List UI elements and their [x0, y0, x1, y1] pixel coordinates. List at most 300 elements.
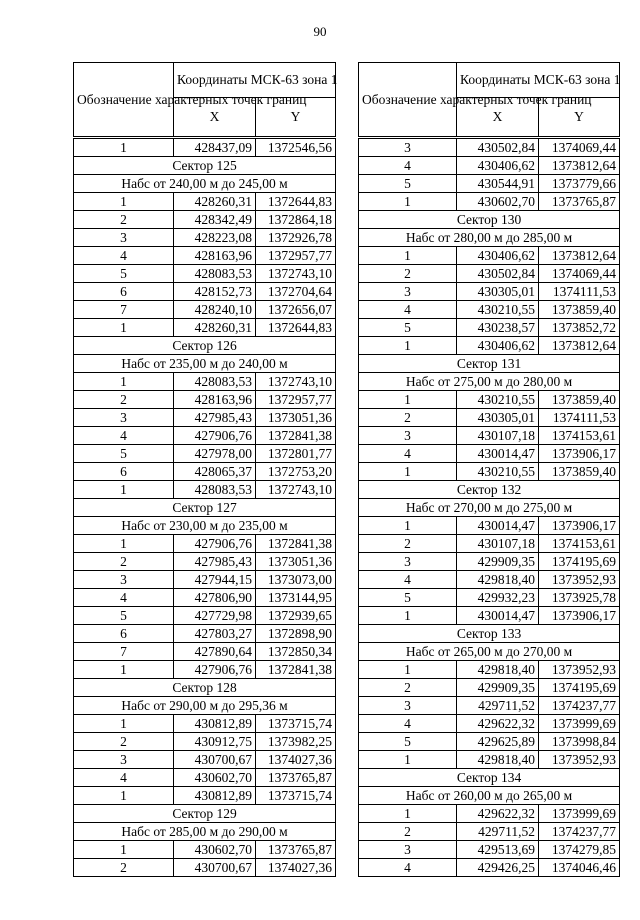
y-coordinate: 1373906,17 [539, 517, 620, 535]
point-number: 6 [74, 463, 174, 481]
point-number: 4 [359, 445, 457, 463]
y-coordinate: 1373144,95 [256, 589, 336, 607]
table-row [74, 481, 336, 499]
section-row [359, 625, 620, 643]
y-coordinate: 1374069,44 [539, 265, 620, 283]
table-row [359, 301, 620, 319]
y-coordinate: 1373859,40 [539, 463, 620, 481]
point-number: 4 [74, 427, 174, 445]
table-row [359, 715, 620, 733]
y-coordinate: 1373999,69 [539, 715, 620, 733]
table-row [359, 427, 620, 445]
table-row [74, 625, 336, 643]
point-number: 3 [74, 571, 174, 589]
table-row [74, 373, 336, 391]
point-number: 1 [74, 138, 174, 157]
x-coordinate: 427906,76 [174, 661, 256, 679]
y-coordinate: 1373952,93 [539, 751, 620, 769]
section-label: Набс от 240,00 м до 245,00 м [74, 175, 336, 193]
table-row [359, 733, 620, 751]
table-row [74, 138, 336, 157]
section-label: Сектор 129 [74, 805, 336, 823]
designation-header: Обозначение характерных точек границ [74, 63, 174, 138]
point-number: 2 [74, 733, 174, 751]
point-number: 3 [359, 697, 457, 715]
y-coordinate: 1373859,40 [539, 391, 620, 409]
table-row [359, 283, 620, 301]
table-row [359, 751, 620, 769]
section-row [74, 175, 336, 193]
table-row [359, 463, 620, 481]
x-coordinate: 430305,01 [457, 283, 539, 301]
y-coordinate: 1372743,10 [256, 481, 336, 499]
y-coordinate: 1374069,44 [539, 138, 620, 157]
y-coordinate: 1373765,87 [256, 769, 336, 787]
point-number: 2 [74, 211, 174, 229]
table-row [74, 229, 336, 247]
x-coordinate: 427806,90 [174, 589, 256, 607]
table-row [74, 445, 336, 463]
x-coordinate: 429426,25 [457, 859, 539, 877]
y-coordinate: 1372801,77 [256, 445, 336, 463]
table-row [74, 283, 336, 301]
section-label: Сектор 125 [74, 157, 336, 175]
point-number: 4 [74, 247, 174, 265]
table-row [359, 391, 620, 409]
table-row [359, 445, 620, 463]
x-coordinate: 428163,96 [174, 247, 256, 265]
table-row [74, 463, 336, 481]
table-row [74, 643, 336, 661]
x-coordinate: 430602,70 [174, 769, 256, 787]
y-coordinate: 1373779,66 [539, 175, 620, 193]
x-coordinate: 427985,43 [174, 553, 256, 571]
x-coordinate: 427906,76 [174, 427, 256, 445]
table-row [359, 571, 620, 589]
x-coordinate: 430406,62 [457, 337, 539, 355]
point-number: 6 [74, 283, 174, 301]
point-number: 1 [359, 805, 457, 823]
table-body-left [74, 138, 336, 877]
x-coordinate: 428437,09 [174, 138, 256, 157]
table-row [74, 769, 336, 787]
table-row [359, 661, 620, 679]
section-label: Сектор 130 [359, 211, 620, 229]
x-coordinate: 430602,70 [457, 193, 539, 211]
section-row [74, 517, 336, 535]
x-coordinate: 429818,40 [457, 751, 539, 769]
x-coordinate: 430305,01 [457, 409, 539, 427]
y-coordinate: 1372841,38 [256, 535, 336, 553]
x-coordinate: 427729,98 [174, 607, 256, 625]
point-number: 3 [74, 409, 174, 427]
y-coordinate: 1372898,90 [256, 625, 336, 643]
y-coordinate: 1373073,00 [256, 571, 336, 589]
table-row [74, 841, 336, 859]
y-coordinate: 1372656,07 [256, 301, 336, 319]
x-header: X [457, 98, 539, 138]
x-coordinate: 428240,10 [174, 301, 256, 319]
y-coordinate: 1373812,64 [539, 157, 620, 175]
table-row [74, 733, 336, 751]
y-coordinate: 1372743,10 [256, 373, 336, 391]
table-row [74, 571, 336, 589]
y-coordinate: 1372841,38 [256, 427, 336, 445]
x-coordinate: 430210,55 [457, 301, 539, 319]
point-number: 3 [359, 283, 457, 301]
point-number: 7 [74, 301, 174, 319]
y-coordinate: 1374279,85 [539, 841, 620, 859]
section-row [74, 697, 336, 715]
y-coordinate: 1372850,34 [256, 643, 336, 661]
x-coordinate: 430502,84 [457, 138, 539, 157]
y-coordinate: 1373715,74 [256, 787, 336, 805]
point-number: 5 [74, 265, 174, 283]
section-label: Набс от 230,00 м до 235,00 м [74, 517, 336, 535]
table-row [74, 391, 336, 409]
point-number: 4 [359, 859, 457, 877]
x-coordinate: 430014,47 [457, 517, 539, 535]
x-header: X [174, 98, 256, 138]
x-coordinate: 428083,53 [174, 481, 256, 499]
table-row [359, 517, 620, 535]
table-row [74, 661, 336, 679]
x-coordinate: 429711,52 [457, 823, 539, 841]
point-number: 1 [74, 481, 174, 499]
x-coordinate: 428260,31 [174, 193, 256, 211]
y-coordinate: 1373051,36 [256, 553, 336, 571]
section-label: Набс от 270,00 м до 275,00 м [359, 499, 620, 517]
table-row [359, 535, 620, 553]
y-coordinate: 1372864,18 [256, 211, 336, 229]
table-row [359, 679, 620, 697]
x-coordinate: 428152,73 [174, 283, 256, 301]
y-coordinate: 1372753,20 [256, 463, 336, 481]
y-coordinate: 1374153,61 [539, 535, 620, 553]
point-number: 1 [74, 319, 174, 337]
section-row [359, 499, 620, 517]
table-row [74, 751, 336, 769]
x-coordinate: 428083,53 [174, 265, 256, 283]
table-row [359, 337, 620, 355]
point-number: 4 [359, 715, 457, 733]
section-row [359, 355, 620, 373]
point-number: 5 [359, 319, 457, 337]
y-coordinate: 1373998,84 [539, 733, 620, 751]
point-number: 1 [74, 193, 174, 211]
y-coordinate: 1374111,53 [539, 283, 620, 301]
point-number: 4 [359, 301, 457, 319]
page-number: 90 [313, 24, 327, 39]
point-number: 2 [74, 859, 174, 877]
point-number: 1 [74, 715, 174, 733]
x-coordinate: 427978,00 [174, 445, 256, 463]
point-number: 1 [359, 517, 457, 535]
section-row [74, 337, 336, 355]
table-row [359, 138, 620, 157]
table-row [359, 265, 620, 283]
point-number: 1 [74, 841, 174, 859]
point-number: 4 [359, 157, 457, 175]
table-row [359, 193, 620, 211]
table-row [359, 823, 620, 841]
x-coordinate: 429909,35 [457, 679, 539, 697]
x-coordinate: 430812,89 [174, 715, 256, 733]
x-coordinate: 429711,52 [457, 697, 539, 715]
point-number: 1 [359, 247, 457, 265]
point-number: 3 [74, 229, 174, 247]
section-row [359, 481, 620, 499]
point-number: 6 [74, 625, 174, 643]
table-row [74, 265, 336, 283]
section-row [74, 499, 336, 517]
y-coordinate: 1374237,77 [539, 697, 620, 715]
section-row [359, 211, 620, 229]
x-coordinate: 429622,32 [457, 715, 539, 733]
x-coordinate: 427803,27 [174, 625, 256, 643]
y-coordinate: 1372939,65 [256, 607, 336, 625]
x-coordinate: 428342,49 [174, 211, 256, 229]
y-coordinate: 1374027,36 [256, 859, 336, 877]
table-row [74, 553, 336, 571]
point-number: 1 [74, 661, 174, 679]
y-coordinate: 1373952,93 [539, 661, 620, 679]
point-number: 5 [359, 175, 457, 193]
point-number: 5 [359, 733, 457, 751]
y-coordinate: 1372957,77 [256, 247, 336, 265]
section-row [74, 823, 336, 841]
y-coordinate: 1373952,93 [539, 571, 620, 589]
point-number: 2 [359, 679, 457, 697]
table-row [74, 193, 336, 211]
point-number: 5 [74, 445, 174, 463]
section-label: Сектор 131 [359, 355, 620, 373]
section-row [359, 643, 620, 661]
y-coordinate: 1374195,69 [539, 679, 620, 697]
y-coordinate: 1372841,38 [256, 661, 336, 679]
y-coordinate: 1372546,56 [256, 138, 336, 157]
x-coordinate: 430210,55 [457, 463, 539, 481]
point-number: 2 [359, 409, 457, 427]
y-coordinate: 1372644,83 [256, 193, 336, 211]
x-coordinate: 430238,57 [457, 319, 539, 337]
table-body-right [359, 138, 620, 877]
point-number: 1 [359, 751, 457, 769]
table-row [359, 553, 620, 571]
section-row [359, 229, 620, 247]
x-coordinate: 429622,32 [457, 805, 539, 823]
table-row [359, 175, 620, 193]
section-label: Сектор 126 [74, 337, 336, 355]
table-row [74, 715, 336, 733]
point-number: 1 [359, 661, 457, 679]
table-row [74, 607, 336, 625]
y-coordinate: 1374237,77 [539, 823, 620, 841]
x-coordinate: 427985,43 [174, 409, 256, 427]
section-label: Сектор 127 [74, 499, 336, 517]
x-coordinate: 430602,70 [174, 841, 256, 859]
section-label: Набс от 285,00 м до 290,00 м [74, 823, 336, 841]
y-coordinate: 1373812,64 [539, 247, 620, 265]
table-row [359, 247, 620, 265]
coordinates-table-right [358, 62, 620, 877]
table-row [74, 787, 336, 805]
point-number: 3 [359, 138, 457, 157]
y-coordinate: 1373999,69 [539, 805, 620, 823]
y-coordinate: 1373925,78 [539, 589, 620, 607]
section-label: Набс от 275,00 м до 280,00 м [359, 373, 620, 391]
point-number: 2 [74, 391, 174, 409]
point-number: 2 [359, 823, 457, 841]
section-row [74, 679, 336, 697]
table-row [74, 211, 336, 229]
point-number: 1 [74, 787, 174, 805]
y-coordinate: 1372926,78 [256, 229, 336, 247]
point-number: 2 [359, 265, 457, 283]
point-number: 4 [359, 571, 457, 589]
y-header: Y [256, 98, 336, 138]
y-coordinate: 1373906,17 [539, 445, 620, 463]
section-row [74, 355, 336, 373]
table-row [359, 319, 620, 337]
y-coordinate: 1372704,64 [256, 283, 336, 301]
coordinates-header: Координаты МСК-63 зона 1 [174, 63, 336, 98]
y-coordinate: 1373852,72 [539, 319, 620, 337]
x-coordinate: 428065,37 [174, 463, 256, 481]
point-number: 3 [359, 427, 457, 445]
table-row [74, 409, 336, 427]
x-coordinate: 428163,96 [174, 391, 256, 409]
table-row [359, 607, 620, 625]
x-coordinate: 430700,67 [174, 859, 256, 877]
y-coordinate: 1373812,64 [539, 337, 620, 355]
point-number: 4 [74, 769, 174, 787]
table-row [359, 859, 620, 877]
section-label: Сектор 134 [359, 769, 620, 787]
point-number: 1 [74, 373, 174, 391]
x-coordinate: 430912,75 [174, 733, 256, 751]
x-coordinate: 430502,84 [457, 265, 539, 283]
table-row [74, 427, 336, 445]
x-coordinate: 428223,08 [174, 229, 256, 247]
point-number: 7 [74, 643, 174, 661]
point-number: 4 [74, 589, 174, 607]
x-coordinate: 427906,76 [174, 535, 256, 553]
y-coordinate: 1374153,61 [539, 427, 620, 445]
section-row [359, 373, 620, 391]
x-coordinate: 427944,15 [174, 571, 256, 589]
point-number: 2 [74, 553, 174, 571]
point-number: 1 [359, 337, 457, 355]
y-coordinate: 1373715,74 [256, 715, 336, 733]
point-number: 1 [74, 535, 174, 553]
section-label: Набс от 235,00 м до 240,00 м [74, 355, 336, 373]
point-number: 2 [359, 535, 457, 553]
section-label: Набс от 260,00 м до 265,00 м [359, 787, 620, 805]
point-number: 3 [359, 841, 457, 859]
y-coordinate: 1373765,87 [539, 193, 620, 211]
point-number: 1 [359, 391, 457, 409]
point-number: 3 [359, 553, 457, 571]
x-coordinate: 430107,18 [457, 427, 539, 445]
table-row [74, 859, 336, 877]
table-row [74, 589, 336, 607]
x-coordinate: 430812,89 [174, 787, 256, 805]
x-coordinate: 430014,47 [457, 445, 539, 463]
y-coordinate: 1373859,40 [539, 301, 620, 319]
x-coordinate: 430210,55 [457, 391, 539, 409]
point-number: 1 [359, 193, 457, 211]
x-coordinate: 430406,62 [457, 247, 539, 265]
y-coordinate: 1373982,25 [256, 733, 336, 751]
x-coordinate: 429932,23 [457, 589, 539, 607]
x-coordinate: 428260,31 [174, 319, 256, 337]
y-coordinate: 1373906,17 [539, 607, 620, 625]
section-row [74, 157, 336, 175]
section-row [359, 787, 620, 805]
x-coordinate: 429625,89 [457, 733, 539, 751]
section-label: Набс от 290,00 м до 295,36 м [74, 697, 336, 715]
designation-header: Обозначение характерных точек границ [359, 63, 457, 138]
x-coordinate: 429909,35 [457, 553, 539, 571]
x-coordinate: 430014,47 [457, 607, 539, 625]
section-label: Набс от 265,00 м до 270,00 м [359, 643, 620, 661]
y-coordinate: 1372743,10 [256, 265, 336, 283]
section-label: Сектор 133 [359, 625, 620, 643]
x-coordinate: 430406,62 [457, 157, 539, 175]
y-coordinate: 1373051,36 [256, 409, 336, 427]
table-row [359, 841, 620, 859]
section-row [74, 805, 336, 823]
coordinates-table-left [73, 62, 336, 877]
table-row [74, 535, 336, 553]
y-coordinate: 1374195,69 [539, 553, 620, 571]
table-row [359, 157, 620, 175]
y-coordinate: 1372957,77 [256, 391, 336, 409]
table-row [359, 697, 620, 715]
x-coordinate: 430544,91 [457, 175, 539, 193]
point-number: 5 [74, 607, 174, 625]
section-label: Сектор 128 [74, 679, 336, 697]
x-coordinate: 428083,53 [174, 373, 256, 391]
x-coordinate: 427890,64 [174, 643, 256, 661]
point-number: 1 [359, 463, 457, 481]
y-coordinate: 1373765,87 [256, 841, 336, 859]
table-row [359, 805, 620, 823]
table-row [74, 319, 336, 337]
table-row [359, 409, 620, 427]
x-coordinate: 430107,18 [457, 535, 539, 553]
section-row [359, 769, 620, 787]
x-coordinate: 430700,67 [174, 751, 256, 769]
table-row [74, 301, 336, 319]
y-coordinate: 1374111,53 [539, 409, 620, 427]
y-coordinate: 1372644,83 [256, 319, 336, 337]
point-number: 5 [359, 589, 457, 607]
coordinates-header: Координаты МСК-63 зона 1 [457, 63, 620, 98]
table-row [74, 247, 336, 265]
x-coordinate: 429513,69 [457, 841, 539, 859]
table-row [359, 589, 620, 607]
point-number: 3 [74, 751, 174, 769]
section-label: Сектор 132 [359, 481, 620, 499]
x-coordinate: 429818,40 [457, 661, 539, 679]
y-coordinate: 1374046,46 [539, 859, 620, 877]
x-coordinate: 429818,40 [457, 571, 539, 589]
section-label: Набс от 280,00 м до 285,00 м [359, 229, 620, 247]
y-header: Y [539, 98, 620, 138]
y-coordinate: 1374027,36 [256, 751, 336, 769]
